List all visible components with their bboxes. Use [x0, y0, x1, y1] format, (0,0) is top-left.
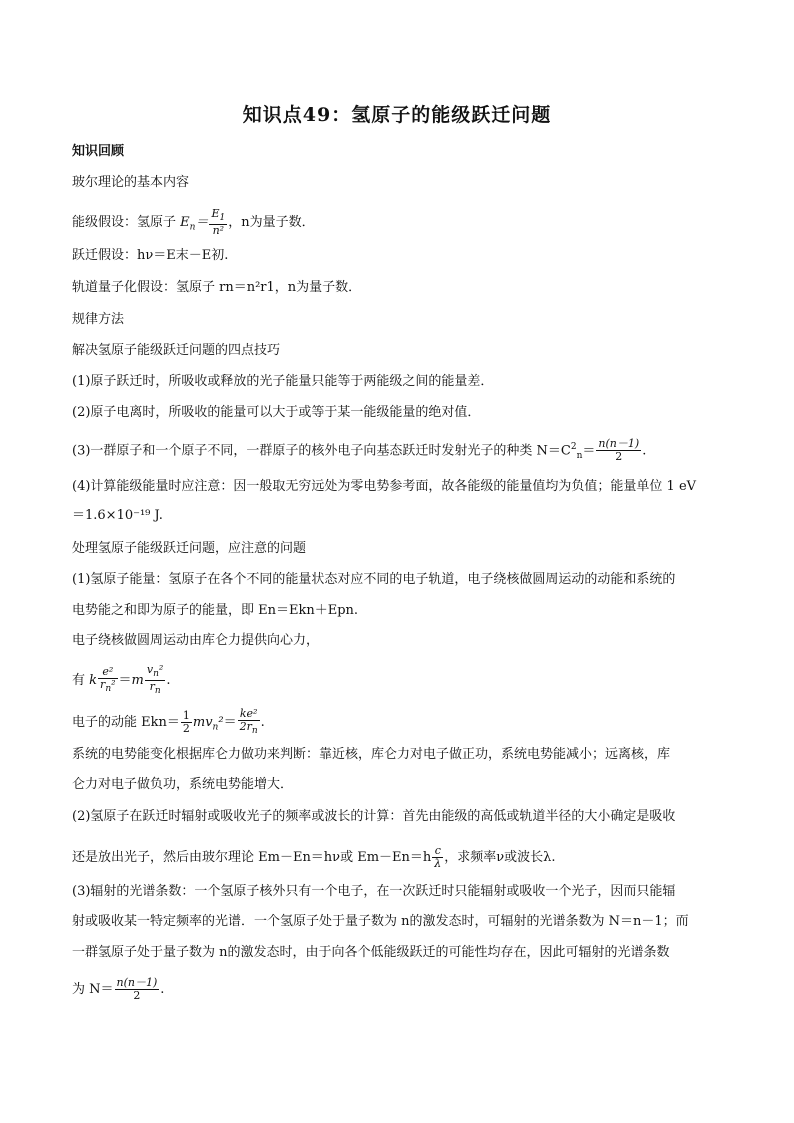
para-2-line1: (2)氢原子在跃迁时辐射或吸收光子的频率或波长的计算：首先由能级的高低或轨道半径的大小确定是吸收: [72, 809, 676, 824]
energy-prefix: 能级假设：氢原子: [72, 215, 177, 231]
energy-hypothesis: 能级假设：氢原子 $E_n=$ $\frac{E_1}{\text{n²}}$ ，n为量子数．: [72, 207, 315, 238]
tip-4-line1: (4)计算能级能量时应注意：因一般取无穷远处为零电势参考面，故各能级的能量值均为负值；能量单位 1 eV: [72, 479, 697, 494]
para-3-line1: (3)辐射的光谱条数：一个氢原子核外只有一个电子，在一次跃迁时只能辐射或吸收一个光子，因而只能辐: [72, 884, 676, 899]
para-1-line1: (1)氢原子能量：氢原子在各个不同的能量状态对应不同的电子轨道，电子绕核做圆周运动的动能和系统的: [72, 572, 676, 587]
attention-heading: 处理氢原子能级跃迁问题，应注意的问题: [72, 541, 307, 556]
tip-3: (3)一群原子和一个原子不同，一群原子的核外电子向基态跃迁时发射光子的种类 $N=C^2_n=$ $\frac{n(n-1)}{2}$ .: [72, 437, 647, 464]
bohr-theory-heading: 玻尔理论的基本内容: [72, 175, 190, 190]
para-1-line3: 电子绕核做圆周运动由库仑力提供向心力，: [72, 633, 320, 648]
tips-heading: 解决氢原子能级跃迁问题的四点技巧: [72, 343, 281, 358]
energy-fraction: $\frac{E_1}{\text{n²}}$: [211, 207, 226, 238]
page-title: 知识点49：氢原子的能级跃迁问题: [242, 104, 552, 126]
transition-hypothesis: 跃迁假设：hν＝E末－E初.: [72, 248, 229, 263]
coulomb-equation: 有 k $\frac{\text{e²}}{r_n^2}$ ＝m $\frac{v_n^2}{r_n}$ .: [72, 663, 171, 697]
kinetic-energy-equation: 电子的动能 Ekn＝ $\frac{1}{2}$ $mv_n^2=$ $\frac{\text{ke²}}{2r_n}$ .: [72, 707, 265, 737]
method-heading: 规律方法: [72, 312, 125, 327]
orbit-hypothesis: 轨道量子化假设：氢原子 rn＝n²r1，n为量子数．: [72, 280, 362, 295]
tip-2: (2)原子电离时，所吸收的能量可以大于或等于某一能级能量的绝对值．: [72, 405, 481, 420]
para-3-line2: 射或吸收某一特定频率的光谱．一个氢原子处于量子数为 n的激发态时，可辐射的光谱条数为 N＝n－1；而: [72, 914, 689, 929]
para-1-line7: 仑力对电子做负功，系统电势能增大．: [72, 777, 294, 792]
energy-suffix: ，n为量子数．: [228, 215, 315, 231]
tip-4-line2: ＝1.6×10⁻¹⁹ J.: [72, 508, 163, 523]
para-1-line6: 系统的电势能变化根据库仑力做功来判断：靠近核，库仑力对电子做正功，系统电势能减小；远离核，库: [72, 747, 671, 762]
tip3-fraction: $\frac{n(n-1)}{2}$: [598, 437, 640, 464]
para-3-line3: 一群氢原子处于量子数为 n的激发态时，由于向各个低能级跃迁的可能性均存在，因此可辐射的光谱条数: [72, 945, 670, 960]
para-3-line4: 为 N＝ $\frac{n(n-1)}{2}$ .: [72, 976, 165, 1002]
tip-1: (1)原子跃迁时，所吸收或释放的光子能量只能等于两能级之间的能量差．: [72, 374, 494, 389]
para-2-line2: 还是放出光子，然后由玻尔理论 Em－En＝hν或 Em－En＝h $\frac{c}{\lambda}$ ，求频率ν或波长λ.: [72, 844, 556, 870]
section-review-heading: 知识回顾: [72, 144, 125, 159]
para-1-line2: 电势能之和即为原子的能量，即 En＝Ekn＋Epn.: [72, 603, 359, 618]
